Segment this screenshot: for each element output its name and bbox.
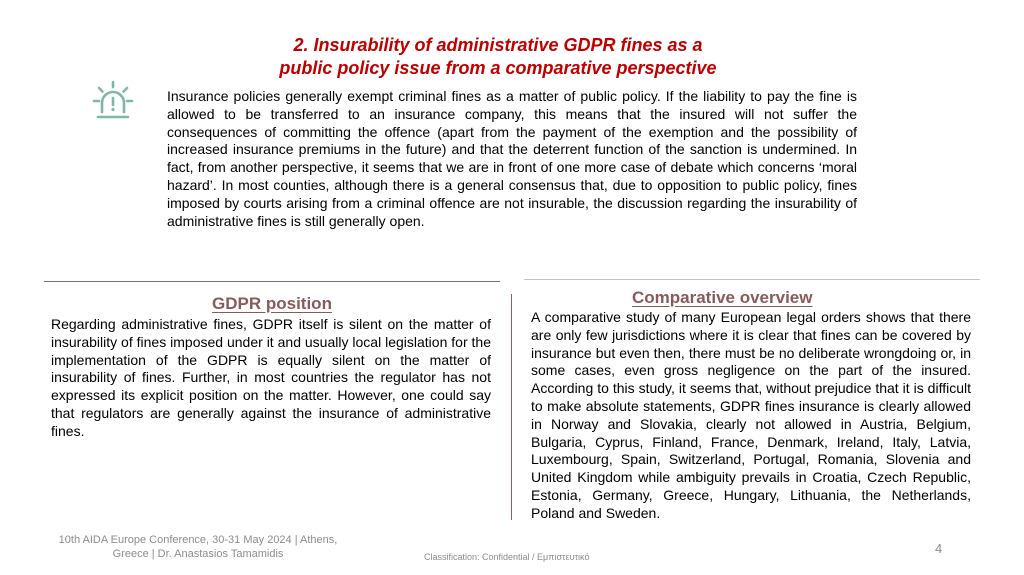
- intro-paragraph: Insurance policies generally exempt criminal fines as a matter of public policy. If the liability to pay the fine is allowed to be transferred to an insurance company, this means that the insured will not suffer the consequences of committing the offence (apart from the payment of the exemption and the possibility of increased insurance premiums in the future) and that the deterrent function of the sanction is undermined. In fact, from another perspective, it seems that we are in front of one more case of debate which concerns ‘moral hazard’. In most counties, although there is a general consensus that, due to opposition to public policy, fines imposed by courts arising from a criminal offence are not insurable, the discussion regarding the insurability of administrative fines is still generally open.: [167, 88, 857, 229]
- comparative-overview-heading: Comparative overview: [632, 288, 813, 307]
- footer-classification: Classification: Confidential / Εμπιστευτικό: [424, 552, 590, 562]
- alarm-light-icon: [92, 80, 134, 122]
- comparative-overview-text: A comparative study of many European legal orders shows that there are only few jurisdictions where it is clear that fines can be covered by insurance but even then, there must be no deliberate wrongdoing or, in some cases, even gross negligence on the part of the insured. According to this study, it seems that, without prejudice that it is difficult to make absolute statements, GDPR fines insurance is clearly allowed in Norway and Slovakia, clearly not allowed in Austria, Belgium, Bulgaria, Cyprus, Finland, France, Denmark, Ireland, Italy, Latvia, Luxembourg, Spain, Switzerland, Portugal, Romania, Slovenia and United Kingdom while ambiguity prevails in Croatia, Czech Republic, Estonia, Germany, Greece, Hungary, Lithuania, the Netherlands, Poland and Sweden.: [531, 309, 971, 521]
- gdpr-position-text: Regarding administrative fines, GDPR itself is silent on the matter of insurability of fines imposed under it and usually local legislation for the implementation of the GDPR is equally silent on the matter of insurability of fines. Further, in most countries the regulator has not expressed its explicit position on the matter. However, one could say that regulators are generally against the insurance of administrative fines.: [51, 316, 491, 439]
- slide-title-line-1: 2. Insurability of administrative GDPR fines as a: [293, 35, 703, 55]
- slide-title-line-2: public policy issue from a comparative perspective: [279, 58, 717, 78]
- gdpr-position-heading: GDPR position: [212, 294, 332, 313]
- slide-title: [150, 34, 846, 80]
- footer-conference: 10th AIDA Europe Conference, 30-31 May 2024 | Athens, Greece | Dr. Anastasios Tamamidis: [58, 534, 338, 560]
- page-number: 4: [935, 541, 943, 556]
- column-divider: [511, 294, 512, 520]
- right-section-rule: [524, 279, 980, 280]
- left-section-rule: [44, 281, 500, 282]
